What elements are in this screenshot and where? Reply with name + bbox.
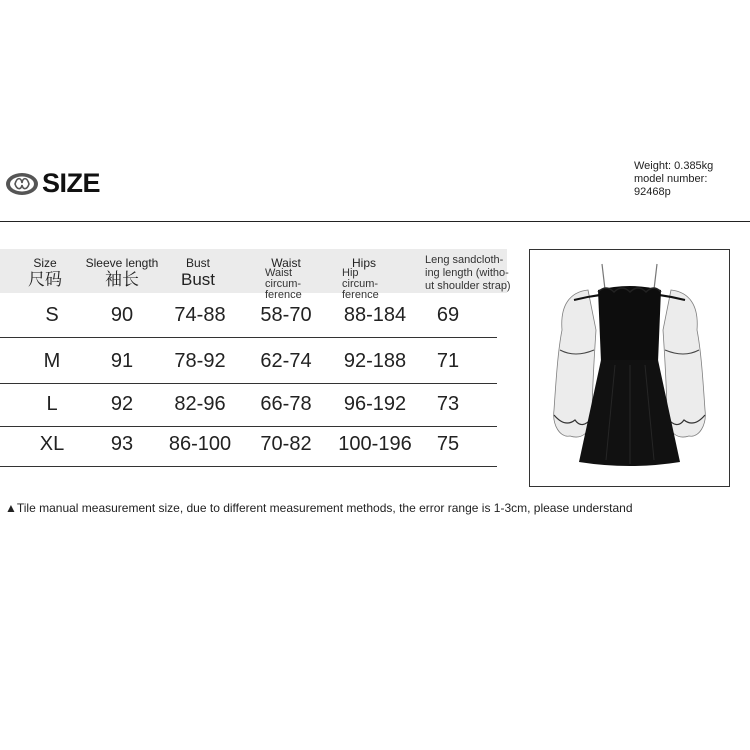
cell-length: 69 xyxy=(436,304,460,326)
cell-bust: 74-88 xyxy=(174,304,226,326)
cell-sleeve: 91 xyxy=(110,350,134,372)
divider xyxy=(0,221,750,222)
header-length: Leng sandcloth- ing length (witho- ut shoulder strap) xyxy=(425,254,511,292)
weight-text: Weight: 0.385kg xyxy=(634,160,714,172)
header-waist: Waist xyxy=(271,256,301,270)
header-hips: Hips xyxy=(351,256,376,270)
cell-size: S xyxy=(45,304,59,326)
cell-waist: 70-82 xyxy=(260,433,312,455)
cell-waist: 66-78 xyxy=(260,393,312,415)
cell-size: L xyxy=(46,393,58,415)
header-size: Size 尺码 xyxy=(28,256,62,289)
row-divider xyxy=(0,383,497,384)
header-waist-sub: Waist circum- ference xyxy=(265,267,302,301)
cell-hips: 100-196 xyxy=(338,433,412,455)
cell-bust: 82-96 xyxy=(174,393,226,415)
header-hips-sub: Hip circum- ference xyxy=(342,267,379,301)
cell-size: XL xyxy=(39,433,65,455)
row-divider xyxy=(0,337,497,338)
page-title: SIZE xyxy=(42,168,101,198)
cell-waist: 58-70 xyxy=(260,304,312,326)
cell-sleeve: 90 xyxy=(110,304,134,326)
cell-bust: 86-100 xyxy=(168,433,232,455)
product-image xyxy=(529,249,730,487)
cell-length: 71 xyxy=(436,350,460,372)
cell-sleeve: 92 xyxy=(110,393,134,415)
measurement-note: ▲Tile manual measurement size, due to different measurement methods, the error range is 1-3cm, please understand xyxy=(5,501,633,515)
brand-logo-icon xyxy=(5,171,39,197)
cell-waist: 62-74 xyxy=(260,350,312,372)
model-label: model number: xyxy=(634,173,708,185)
cell-size: M xyxy=(43,350,61,372)
cell-hips: 92-188 xyxy=(343,350,407,372)
model-number: 92468p xyxy=(634,186,671,198)
cell-hips: 88-184 xyxy=(343,304,407,326)
cell-bust: 78-92 xyxy=(174,350,226,372)
black-velvet-dress-image xyxy=(530,250,729,486)
cell-length: 73 xyxy=(436,393,460,415)
row-divider xyxy=(0,466,497,467)
cell-hips: 96-192 xyxy=(343,393,407,415)
cell-sleeve: 93 xyxy=(110,433,134,455)
cell-length: 75 xyxy=(436,433,460,455)
product-meta xyxy=(634,160,713,199)
row-divider xyxy=(0,426,497,427)
header-bust: Bust Bust xyxy=(180,256,216,289)
header-sleeve-length: Sleeve length 袖长 xyxy=(85,256,159,289)
